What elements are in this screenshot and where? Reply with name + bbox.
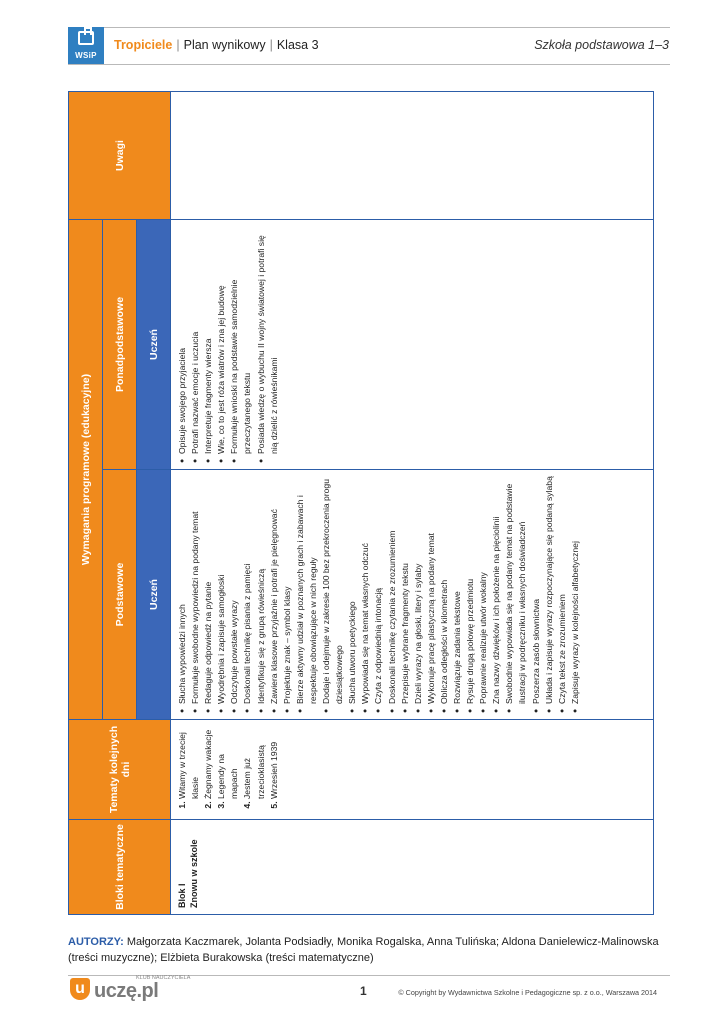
list-item: ● Formułuje wnioski na podstawie samodzielnie przeczytanego tekstu — [228, 226, 254, 454]
basic-requirements-cell — [171, 470, 654, 720]
list-item: ● Czyta z odpowiednią intonacją — [372, 476, 385, 704]
plan-table — [68, 91, 654, 915]
list-item: 1. Witamy w trzeciej klasie — [176, 726, 202, 799]
block-title: Znowu w szkole — [189, 839, 199, 908]
list-item: 3. Legendy na mapach — [215, 726, 241, 799]
list-item: ● Rysuje drugą połowę przedmiotu — [464, 476, 477, 704]
list-item: ● Redaguje odpowiedź na pytanie — [202, 476, 215, 704]
list-item: ● Zapisuje wyrazy w kolejności alfabetycznej — [569, 476, 582, 704]
header-requirements: Wymagania programowe (edukacyjne) — [69, 219, 103, 719]
list-item: ● Wyodrębnia i zapisuje samogłoski — [215, 476, 228, 704]
list-item: ● Zna nazwy dźwięków i ich położenie na pięciolinii — [490, 476, 503, 704]
header-topics: Tematy kolejnych dni — [69, 720, 171, 820]
list-item: ● Wypowiada się na temat własnych odczuć — [359, 476, 372, 704]
header-blocks: Bloki tematyczne — [69, 820, 171, 915]
notes-cell — [171, 91, 654, 219]
book-icon — [78, 31, 94, 45]
topics-cell — [171, 720, 654, 820]
subheader-student-advanced: Uczeń — [137, 219, 171, 469]
list-item: ● Zawiera klasowe przyjaźnie i potrafi je pielęgnować — [268, 476, 281, 704]
document-type: Plan wynikowy — [183, 38, 266, 52]
header-basic: Podstawowe — [103, 470, 137, 720]
series-brand: Tropiciele — [114, 38, 173, 52]
list-item: 5. Wrzesień 1939 — [268, 726, 281, 799]
list-item: ● Odczytuje powstałe wyrazy — [228, 476, 241, 704]
list-item: ● Dodaje i odejmuje w zakresie 100 bez przekroczenia progu dziesiątkowego — [320, 476, 346, 704]
plan-table-rotated — [68, 92, 654, 915]
advanced-requirements-cell — [171, 219, 654, 469]
list-item: ● Posiada wiedzę o wybuchu II wojny światowej i potrafi się nią dzielić z rówieśnikami — [255, 226, 281, 454]
list-item: ● Przepisuje wybrane fragmenty tekstu — [399, 476, 412, 704]
page-number: 1 — [360, 984, 367, 998]
advanced-requirements-list — [176, 226, 281, 463]
school-level: Szkoła podstawowa 1–3 — [534, 38, 669, 52]
ucze-logo-word: uczę.pl — [94, 980, 159, 1002]
list-item: ● Układa i zapisuje wyrazy rozpoczynające się podaną sylabą — [543, 476, 556, 704]
wsip-logo — [68, 27, 104, 65]
list-item: ● Formułuje swobodne wypowiedzi na podany temat — [189, 476, 202, 704]
list-item: ● Dzieli wyrazy na głoski, litery i sylaby — [412, 476, 425, 704]
subheader-student-basic: Uczeń — [137, 470, 171, 720]
header-bottom-rule — [68, 64, 670, 65]
list-item: ● Interpretuje fragmenty wiersza — [202, 226, 215, 454]
ucze-logo-small: KLUB NAUCZYCIELA — [136, 975, 191, 981]
list-item: 2. Żegnamy wakacje — [202, 726, 215, 799]
authors-text: Małgorzata Kaczmarek, Jolanta Podsiadły, Monika Rogalska, Anna Tulińska; Aldona Danielewicz-Malinowska (treści muzyczne); Elżbieta Burakowska (treści matematyczne) — [68, 936, 659, 964]
block-label: Blok I — [177, 883, 187, 908]
list-item: ● Słucha wypowiedzi innych — [176, 476, 189, 704]
authors-note — [68, 934, 668, 966]
header-advanced: Ponadpodstawowe — [103, 219, 137, 469]
list-item: ● Bierze aktywny udział w poznanych grach i zabawach i respektuje obowiązujące w nich reguły — [294, 476, 320, 704]
block-cell — [171, 820, 654, 915]
logo-text: WSiP — [75, 51, 97, 60]
header-notes: Uwagi — [69, 91, 171, 219]
list-item: ● Czyta tekst ze zrozumieniem — [556, 476, 569, 704]
list-item: ● Doskonali technikę czytania ze zrozumieniem — [386, 476, 399, 704]
header-top-rule — [68, 27, 670, 28]
authors-label: AUTORZY: — [68, 936, 124, 948]
list-item: ● Wykonuje pracę plastyczną na podany temat — [425, 476, 438, 704]
grade-label: Klasa 3 — [276, 38, 319, 52]
list-item: ● Swobodnie wypowiada się na podany temat na podstawie ilustracji w podręczniku i własnych doświadczeń — [503, 476, 529, 704]
list-item: ● Projektuje znak – symbol klasy — [281, 476, 294, 704]
list-item: ● Opisuje swojego przyjaciela — [176, 226, 189, 454]
list-item: ● Oblicza odległości w kilometrach — [438, 476, 451, 704]
list-item: ● Poszerza zasób słownictwa — [530, 476, 543, 704]
list-item: ● Doskonali technikę pisania z pamięci — [241, 476, 254, 704]
topics-list — [176, 726, 281, 813]
ucze-u-icon: u — [70, 978, 90, 1000]
plan-table-wrapper — [68, 92, 654, 915]
header-title: Tropiciele | Plan wynikowy | Klasa 3 — [114, 38, 319, 52]
list-item: ● Identyfikuje się z grupą rówieśniczą — [255, 476, 268, 704]
list-item: ● Wie, co to jest róża wiatrów i zna jej budowę — [215, 226, 228, 454]
list-item: ● Rozwiązuje zadania tekstowe — [451, 476, 464, 704]
list-item: 4. Jestem już trzecioklasistą — [241, 726, 267, 799]
list-item: ● Słucha utworu poetyckiego — [346, 476, 359, 704]
list-item: ● Poprawnie realizuje utwór wokalny — [477, 476, 490, 704]
list-item: ● Potrafi nazwać emocje i uczucia — [189, 226, 202, 454]
copyright: © Copyright by Wydawnictwa Szkolne i Pedagogiczne sp. z o.o., Warszawa 2014 — [398, 988, 657, 997]
basic-requirements-list — [176, 476, 582, 713]
